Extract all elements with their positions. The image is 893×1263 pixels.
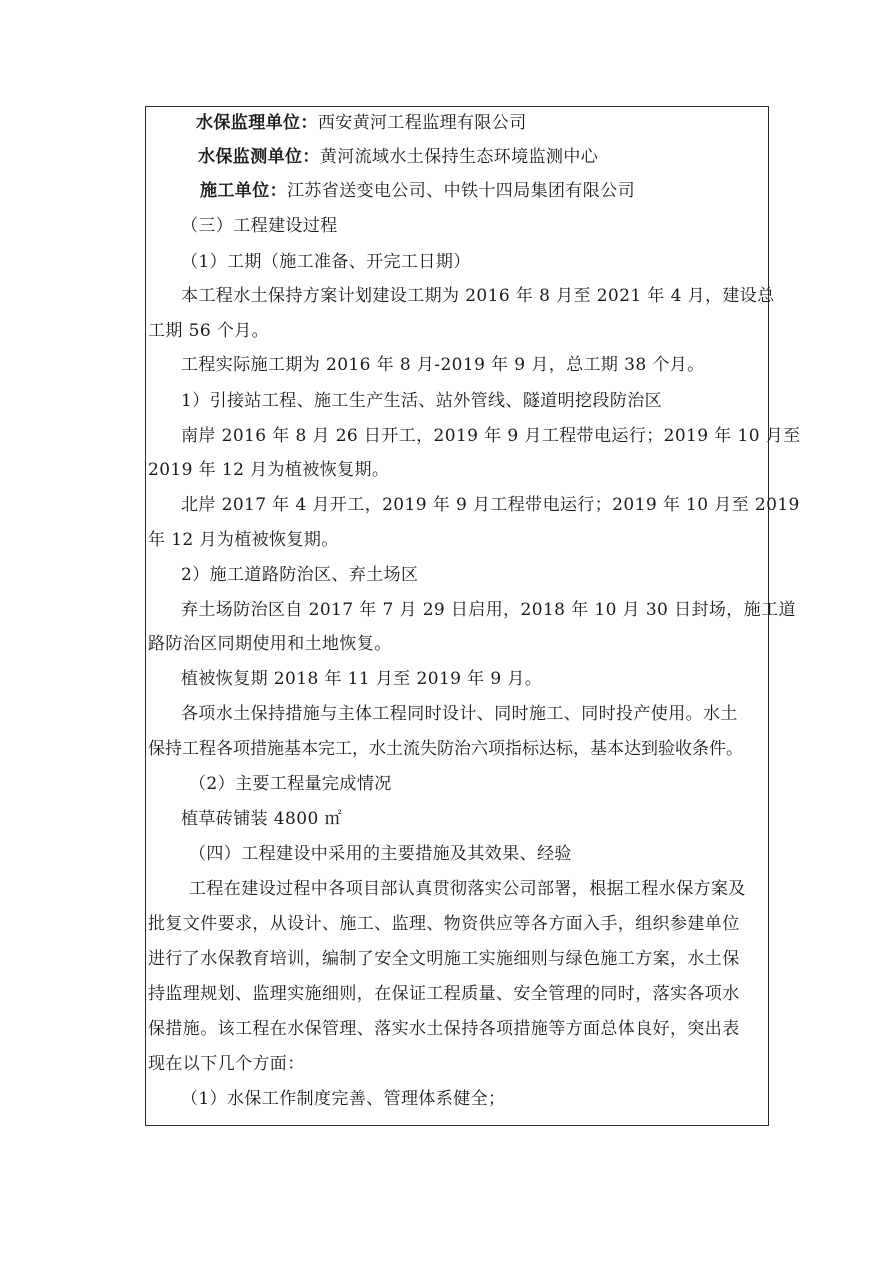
section-3-1-heading: （1）工期（施工准备、开完工日期） bbox=[181, 252, 471, 272]
construction-unit-label: 施工单位： bbox=[200, 181, 287, 201]
south-bank-line-1: 南岸 2016 年 8 月 26 日开工，2019 年 9 月工程带电运行；2019 年 10 月至 bbox=[181, 426, 801, 446]
section-3-heading: （三）工程建设过程 bbox=[181, 216, 338, 236]
north-bank-line-2: 年 12 月为植被恢复期。 bbox=[148, 530, 339, 550]
section-4-line-4: 持监理规划、监理实施细则，在保证工程质量、安全管理的同时，落实各项水 bbox=[148, 984, 740, 1004]
supervision-unit-value: 西安黄河工程监理有限公司 bbox=[317, 113, 527, 133]
monitoring-unit-label: 水保监测单位： bbox=[198, 147, 320, 167]
section-4-line-3: 进行了水保教育培训，编制了安全文明施工实施细则与绿色施工方案，水土保 bbox=[148, 949, 740, 969]
measures-line-1: 各项水土保持措施与主体工程同时设计、同时施工、同时投产使用。水土 bbox=[181, 704, 738, 724]
item-1-heading: 1）引接站工程、施工生产生活、站外管线、隧道明挖段防治区 bbox=[181, 391, 663, 411]
section-4-heading: （四）工程建设中采用的主要措施及其效果、经验 bbox=[189, 844, 572, 864]
quantity-paragraph: 植草砖铺装 4800 ㎡ bbox=[181, 809, 342, 829]
section-4-line-5: 保措施。该工程在水保管理、落实水土保持各项措施等方面总体良好，突出表 bbox=[148, 1019, 740, 1039]
section-4-line-2: 批复文件要求，从设计、施工、监理、物资供应等各方面入手，组织参建单位 bbox=[148, 914, 740, 934]
measures-line-2: 保持工程各项措施基本完工，水土流失防治六项指标达标，基本达到验收条件。 bbox=[148, 739, 743, 759]
spoil-area-line-1: 弃土场防治区自 2017 年 7 月 29 日启用，2018 年 10 月 30 日封场，施工道 bbox=[181, 600, 796, 620]
section-4-line-6: 现在以下几个方面： bbox=[148, 1054, 305, 1074]
planned-period-line-2: 工期 56 个月。 bbox=[148, 321, 270, 341]
item-2-heading: 2）施工道路防治区、弃土场区 bbox=[181, 565, 419, 585]
item-list-first: （1）水保工作制度完善、管理体系健全； bbox=[181, 1089, 506, 1109]
monitoring-unit-line bbox=[0, 146, 893, 168]
north-bank-line-1: 北岸 2017 年 4 月开工，2019 年 9 月工程带电运行；2019 年 10 月至 2019 bbox=[181, 495, 800, 515]
construction-unit-value: 江苏省送变电公司、中铁十四局集团有限公司 bbox=[287, 181, 635, 201]
actual-period-paragraph: 工程实际施工期为 2016 年 8 月-2019 年 9 月，总工期 38 个月。 bbox=[181, 355, 705, 375]
supervision-unit-label: 水保监理单位： bbox=[196, 113, 318, 133]
supervision-unit-line bbox=[0, 112, 893, 134]
section-3-2-heading: （2）主要工程量完成情况 bbox=[189, 774, 392, 794]
planned-period-line-1: 本工程水土保持方案计划建设工期为 2016 年 8 月至 2021 年 4 月，建设总 bbox=[181, 286, 775, 306]
spoil-area-line-2: 路防治区同期使用和土地恢复。 bbox=[148, 634, 392, 654]
construction-unit-line bbox=[0, 180, 893, 202]
monitoring-unit-value: 黄河流域水土保持生态环境监测中心 bbox=[319, 147, 599, 167]
section-4-line-1: 工程在建设过程中各项目部认真贯彻落实公司部署，根据工程水保方案及 bbox=[189, 879, 746, 899]
vegetation-period-paragraph: 植被恢复期 2018 年 11 月至 2019 年 9 月。 bbox=[181, 669, 543, 689]
south-bank-line-2: 2019 年 12 月为植被恢复期。 bbox=[148, 460, 390, 480]
